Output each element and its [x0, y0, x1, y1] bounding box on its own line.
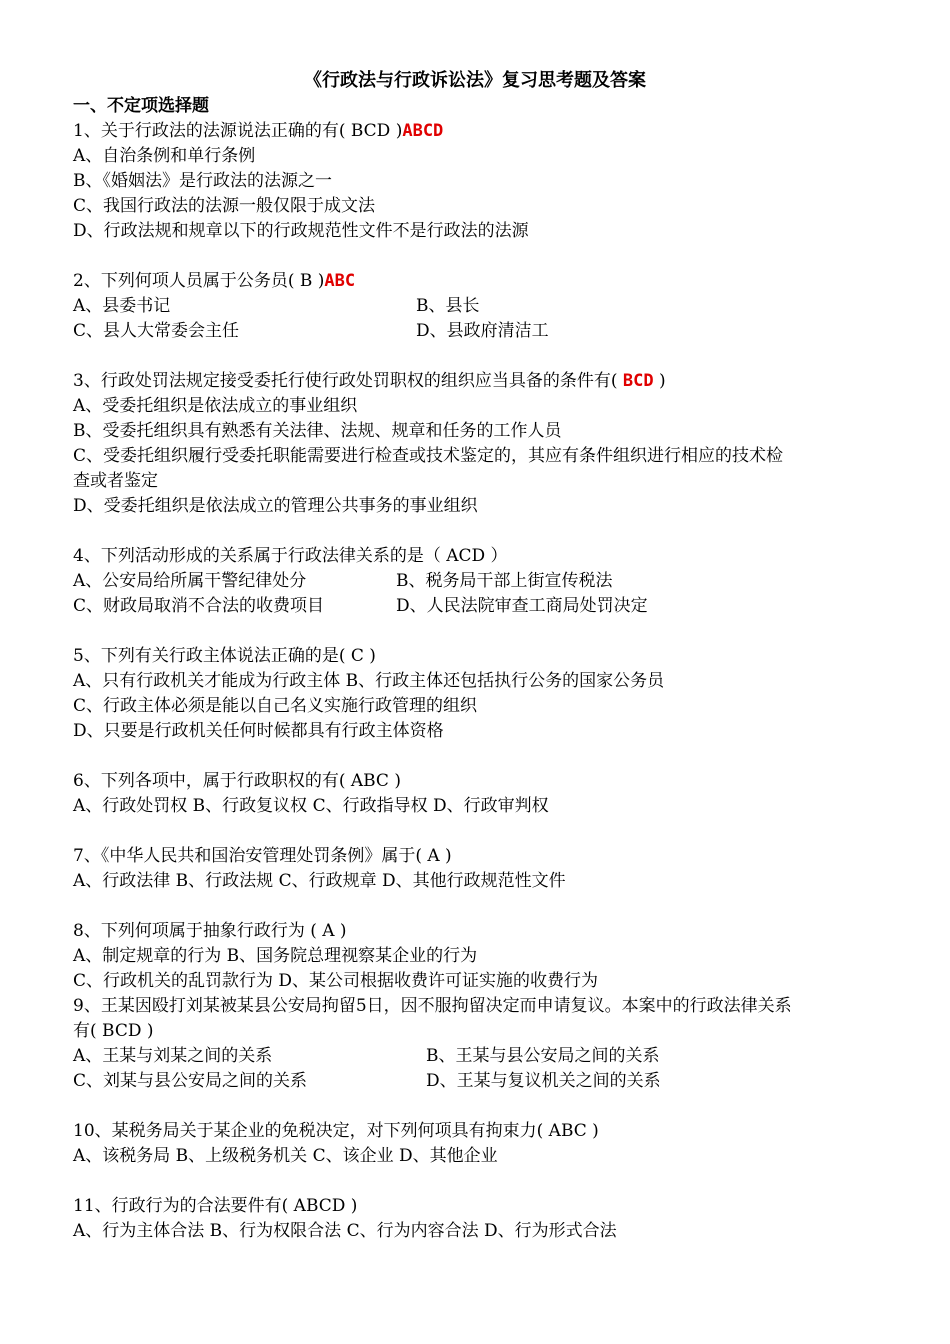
- question-9-option-a: A、王某与刘某之间的关系: [73, 1046, 273, 1066]
- question-10-options: A、该税务局 B、上级税务机关 C、该企业 D、其他企业: [73, 1146, 498, 1166]
- question-8-options-cd: C、行政机关的乱罚款行为 D、某公司根据收费许可证实施的收费行为: [73, 971, 599, 991]
- question-3-stem: [73, 369, 666, 394]
- question-3-option-d: D、受委托组织是依法成立的管理公共事务的事业组织: [73, 496, 478, 516]
- question-2-option-c: C、县人大常委会主任: [73, 321, 240, 341]
- question-4-option-b: B、税务局干部上街宣传税法: [396, 571, 613, 591]
- question-9-option-b: B、王某与县公安局之间的关系: [426, 1046, 660, 1066]
- question-5-option-a: A、只有行政机关才能成为行政主体 B、行政主体还包括执行公务的国家公务员: [73, 671, 665, 691]
- question-1-text: 1、关于行政法的法源说法正确的有( BCD ): [73, 121, 403, 141]
- question-3-option-c-line2: 查或者鉴定: [73, 471, 158, 491]
- question-5-stem: 5、下列有关行政主体说法正确的是( C ): [73, 646, 376, 666]
- question-4-option-a: A、公安局给所属干警纪律处分: [73, 571, 307, 591]
- question-4-option-d: D、人民法院审查工商局处罚决定: [396, 596, 648, 616]
- question-2-text: 2、下列何项人员属于公务员( B ): [73, 271, 325, 291]
- question-3-stem-end: ): [658, 371, 666, 391]
- question-9-option-d: D、王某与复议机关之间的关系: [426, 1071, 661, 1091]
- question-7-stem: 7、《中华人民共和国治安管理处罚条例》属于( A ): [73, 846, 452, 866]
- question-4-stem: 4、下列活动形成的关系属于行政法律关系的是（ ACD ）: [73, 546, 508, 566]
- question-8-options-ab: A、制定规章的行为 B、国务院总理视察某企业的行为: [73, 946, 478, 966]
- question-7-options: A、行政法律 B、行政法规 C、行政规章 D、其他行政规范性文件: [73, 871, 566, 891]
- question-9-option-c: C、刘某与县公安局之间的关系: [73, 1071, 308, 1091]
- question-1-option-d: D、行政法规和规章以下的行政规范性文件不是行政法的法源: [73, 221, 529, 241]
- question-11-options: A、行为主体合法 B、行为权限合法 C、行为内容合法 D、行为形式合法: [73, 1221, 617, 1241]
- question-4-option-c: C、财政局取消不合法的收费项目: [73, 596, 325, 616]
- question-2-options-ab: [73, 294, 480, 319]
- question-11-stem: 11、行政行为的合法要件有( ABCD ): [73, 1196, 358, 1216]
- question-6-options: A、行政处罚权 B、行政复议权 C、行政指导权 D、行政审判权: [73, 796, 549, 816]
- question-1-option-c: C、我国行政法的法源一般仅限于成文法: [73, 196, 376, 216]
- question-6-stem: 6、下列各项中，属于行政职权的有( ABC ): [73, 771, 401, 791]
- question-2-option-b: B、县长: [416, 296, 480, 316]
- question-2-answer: ABC: [324, 271, 356, 291]
- question-4-options-cd: [73, 594, 648, 619]
- question-3-option-a: A、受委托组织是依法成立的事业组织: [73, 396, 358, 416]
- question-5-option-c: C、行政主体必须是能以自己名义实施行政管理的组织: [73, 696, 478, 716]
- document-title: 《行政法与行政诉讼法》复习思考题及答案: [304, 70, 646, 91]
- question-9-stem-line1: 9、王某因殴打刘某被某县公安局拘留5日，因不服拘留决定而申请复议。本案中的行政法律关系: [73, 996, 792, 1016]
- question-3-text: 3、行政处罚法规定接受委托行使行政处罚职权的组织应当具备的条件有(: [73, 371, 618, 391]
- question-3-option-b: B、受委托组织具有熟悉有关法律、法规、规章和任务的工作人员: [73, 421, 562, 441]
- question-2-options-cd: [73, 319, 549, 344]
- question-2-stem: [73, 269, 355, 294]
- question-9-options-cd: [73, 1069, 661, 1094]
- question-9-stem-line2: 有( BCD ): [73, 1021, 154, 1041]
- question-1-stem: [73, 119, 443, 144]
- question-1-option-b: B、《婚姻法》是行政法的法源之一: [73, 171, 332, 191]
- question-8-stem: 8、下列何项属于抽象行政行为 ( A ): [73, 921, 347, 941]
- question-9-options-ab: [73, 1044, 660, 1069]
- question-10-stem: 10、某税务局关于某企业的免税决定，对下列何项具有拘束力( ABC ): [73, 1121, 599, 1141]
- question-3-option-c-line1: C、受委托组织履行受委托职能需要进行检查或技术鉴定的，其应有条件组织进行相应的技术检: [73, 446, 784, 466]
- question-1-option-a: A、自治条例和单行条例: [73, 146, 256, 166]
- question-1-answer: ABCD: [402, 121, 444, 141]
- section-heading: 一、不定项选择题: [73, 96, 209, 116]
- question-2-option-a: A、县委书记: [73, 296, 171, 316]
- question-5-option-d: D、只要是行政机关任何时候都具有行政主体资格: [73, 721, 444, 741]
- question-3-answer: BCD: [622, 371, 654, 391]
- question-4-options-ab: [73, 569, 613, 594]
- question-2-option-d: D、县政府清洁工: [416, 321, 549, 341]
